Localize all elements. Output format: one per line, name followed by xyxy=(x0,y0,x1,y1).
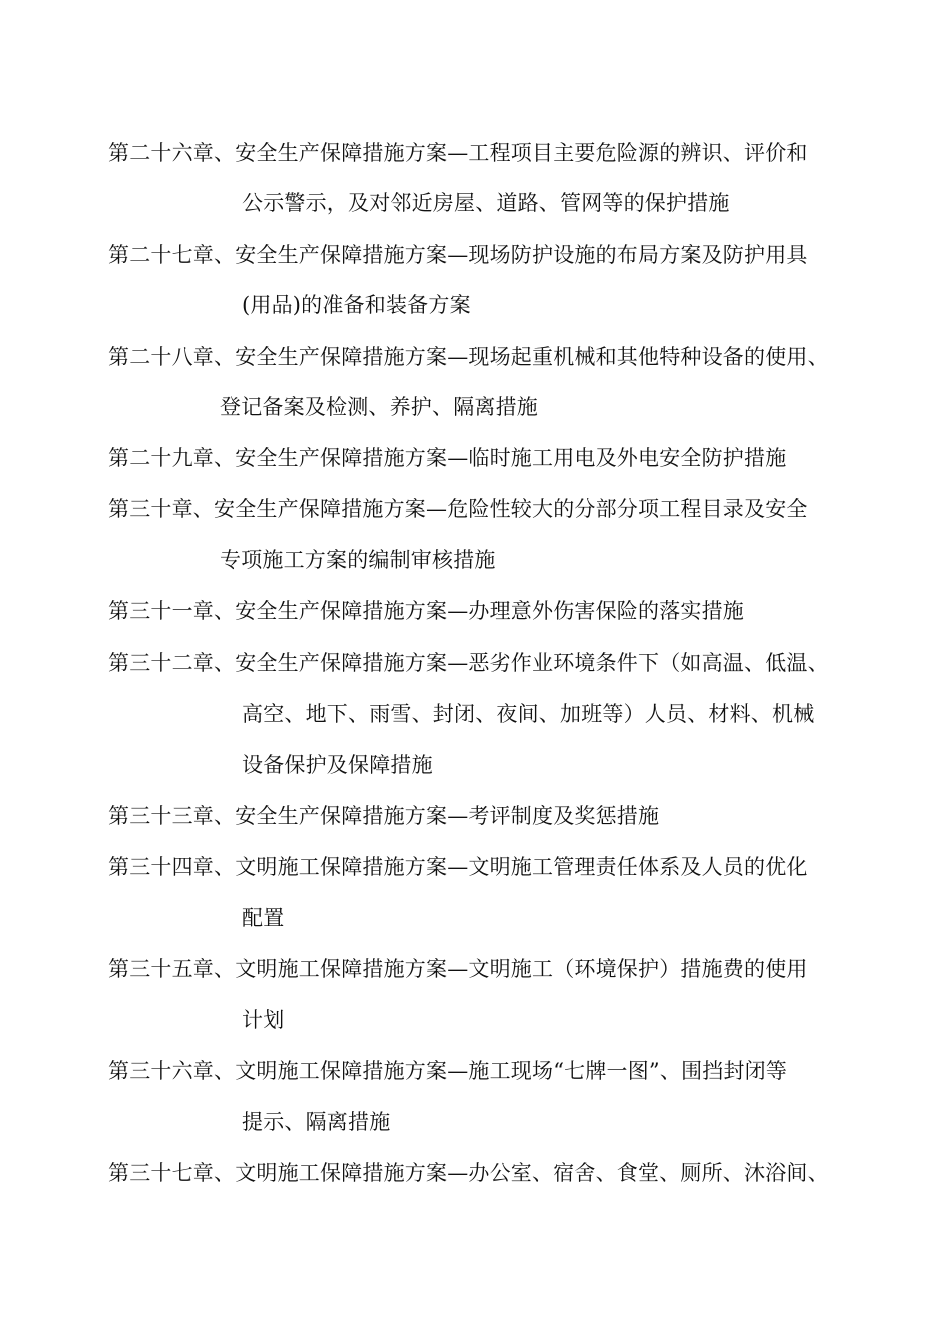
toc-entry-37-line-1: 第三十七章、文明施工保障措施方案—办公室、宿舍、食堂、厕所、沐浴间、 xyxy=(108,1161,829,1185)
toc-entry-31-line-1: 第三十一章、安全生产保障措施方案—办理意外伤害保险的落实措施 xyxy=(108,599,744,623)
toc-entry-30-line-1: 第三十章、安全生产保障措施方案—危险性较大的分部分项工程目录及安全 xyxy=(108,497,808,521)
toc-entry-27-line-2: (用品)的准备和装备方案 xyxy=(242,293,471,317)
toc-entry-29-line-1: 第二十九章、安全生产保障措施方案—临时施工用电及外电安全防护措施 xyxy=(108,446,787,470)
toc-entry-27-line-1: 第二十七章、安全生产保障措施方案—现场防护设施的布局方案及防护用具 xyxy=(108,243,808,267)
toc-entry-34-line-1: 第三十四章、文明施工保障措施方案—文明施工管理责任体系及人员的优化 xyxy=(108,855,808,879)
toc-entry-35-line-2: 计划 xyxy=(242,1008,285,1032)
toc-entry-30-line-2: 专项施工方案的编制审核措施 xyxy=(220,548,496,572)
toc-entry-34-line-2: 配置 xyxy=(242,906,285,930)
toc-entry-28-line-1: 第二十八章、安全生产保障措施方案—现场起重机械和其他特种设备的使用、 xyxy=(108,345,829,369)
toc-entry-36-line-2: 提示、隔离措施 xyxy=(242,1110,391,1134)
toc-entry-28-line-2: 登记备案及检测、养护、隔离措施 xyxy=(220,395,538,419)
toc-entry-35-line-1: 第三十五章、文明施工保障措施方案—文明施工（环境保护）措施费的使用 xyxy=(108,957,808,981)
toc-entry-32-line-2: 高空、地下、雨雪、封闭、夜间、加班等）人员、材料、机械 xyxy=(242,702,815,726)
toc-entry-26-line-2: 公示警示，及对邻近房屋、道路、管网等的保护措施 xyxy=(242,191,730,215)
toc-entry-32-line-3: 设备保护及保障措施 xyxy=(242,753,433,777)
toc-entry-36-line-1: 第三十六章、文明施工保障措施方案—施工现场“七牌一图”、围挡封闭等 xyxy=(108,1059,788,1083)
toc-entry-26-line-1: 第二十六章、安全生产保障措施方案—工程项目主要危险源的辨识、评价和 xyxy=(108,141,808,165)
toc-entry-32-line-1: 第三十二章、安全生产保障措施方案—恶劣作业环境条件下（如高温、低温、 xyxy=(108,651,829,675)
toc-entry-33-line-1: 第三十三章、安全生产保障措施方案—考评制度及奖惩措施 xyxy=(108,804,660,828)
